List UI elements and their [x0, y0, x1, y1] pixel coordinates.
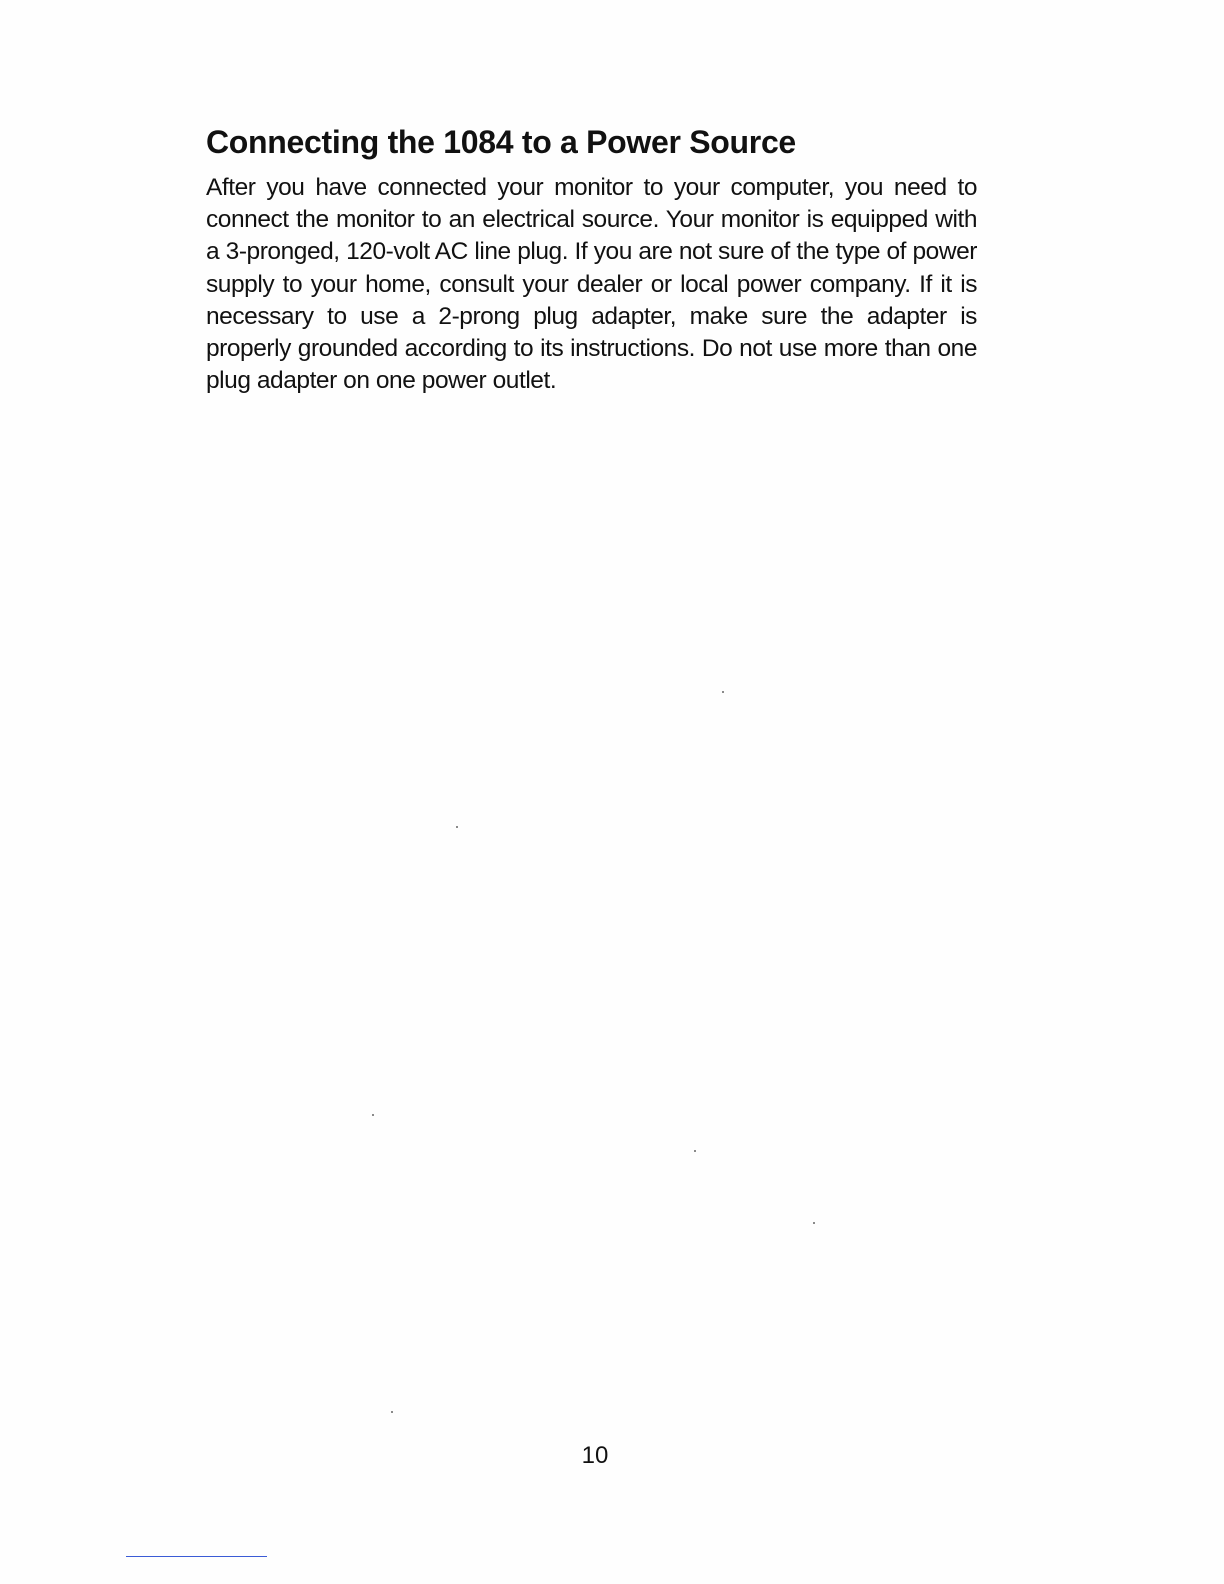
- page-number: 10: [581, 1442, 609, 1469]
- scan-speck: [456, 826, 458, 828]
- scan-speck: [694, 1150, 696, 1152]
- bottom-edge-rule: [126, 1556, 267, 1557]
- section-heading: Connecting the 1084 to a Power Source: [206, 124, 796, 160]
- scan-speck: [722, 691, 724, 693]
- scan-speck: [372, 1114, 374, 1116]
- scan-speck: [391, 1411, 393, 1413]
- body-paragraph: After you have connected your monitor to your computer, you need to connect the monitor to an electrical source. Your monitor is equipped with a 3-pronged, 120-volt AC line plug. If you are not sure of the type of power supply to your home, consult your dealer or local power company. If it is necessary to use a 2-prong plug adapter, make sure the adapter is properly grounded according to its instructions. Do not use more than one plug adapter on one power outlet.: [206, 174, 977, 395]
- scan-speck: [813, 1222, 815, 1224]
